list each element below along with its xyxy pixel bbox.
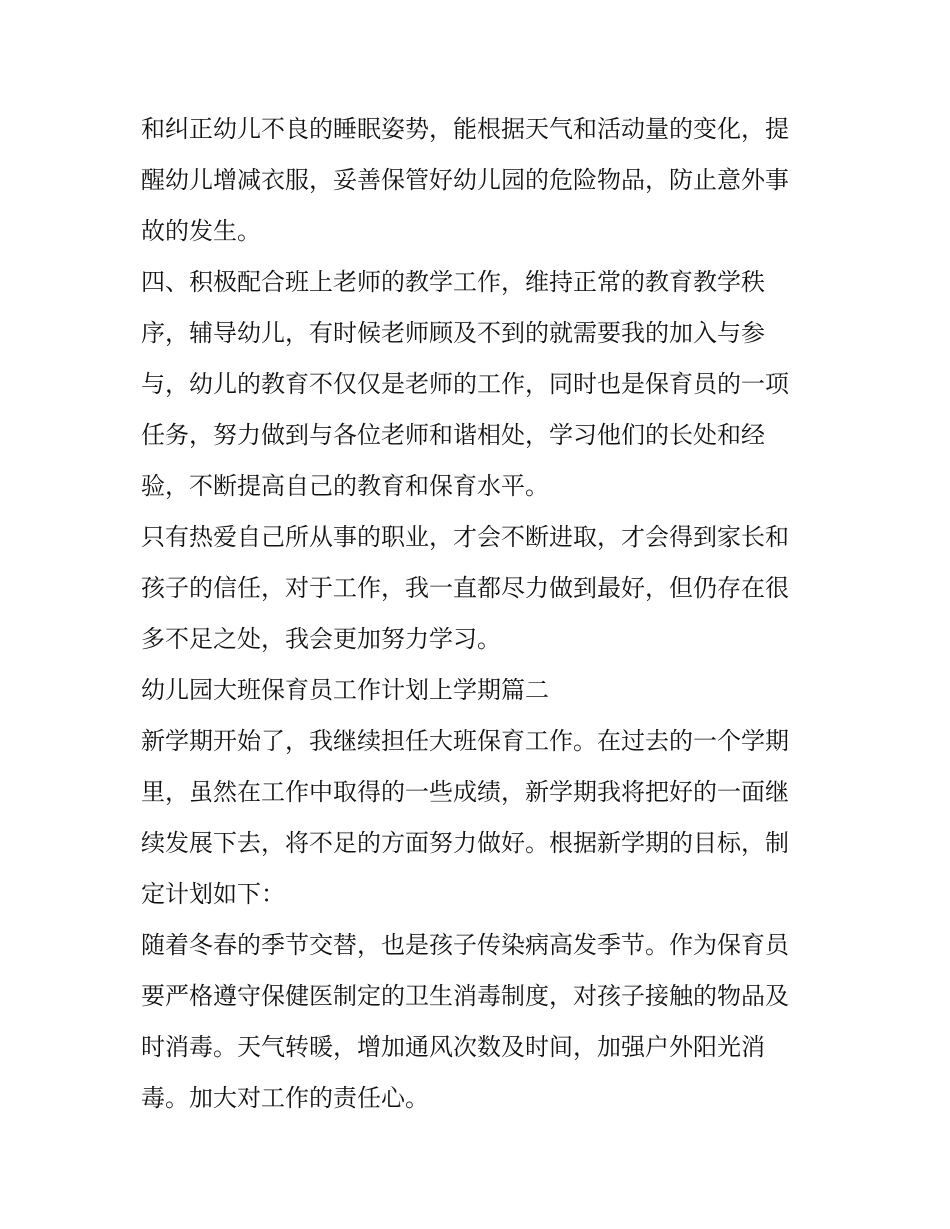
text-line: 和纠正幼儿不良的睡眠姿势，能根据天气和活动量的变化，提 — [141, 115, 789, 143]
text-line: 续发展下去，将不足的方面努力做好。根据新学期的目标，制 — [141, 829, 789, 857]
text-line: 多不足之处，我会更加努力学习。 — [141, 625, 501, 653]
text-line: 时消毒。天气转暖，增加通风次数及时间，加强户外阳光消 — [141, 1033, 765, 1061]
text-line: 新学期开始了，我继续担任大班保育工作。在过去的一个学期 — [141, 727, 789, 755]
document-body — [141, 104, 821, 1124]
text-line: 与，幼儿的教育不仅仅是老师的工作，同时也是保育员的一项 — [141, 370, 789, 398]
text-line: 醒幼儿增减衣服，妥善保管好幼儿园的危险物品，防止意外事 — [141, 166, 789, 194]
text-line: 任务，努力做到与各位老师和谐相处，学习他们的长处和经 — [141, 421, 765, 449]
text-line: 序，辅导幼儿，有时候老师顾及不到的就需要我的加入与参 — [141, 319, 765, 347]
section-heading: 幼儿园大班保育员工作计划上学期篇二 — [141, 676, 549, 704]
text-line: 只有热爱自己所从事的职业，才会不断进取，才会得到家长和 — [141, 523, 789, 551]
text-line: 定计划如下： — [141, 880, 285, 908]
text-line: 毒。加大对工作的责任心。 — [141, 1084, 429, 1112]
text-line: 故的发生。 — [141, 217, 261, 245]
text-line: 要严格遵守保健医制定的卫生消毒制度，对孩子接触的物品及 — [141, 982, 789, 1010]
text-line: 验，不断提高自己的教育和保育水平。 — [141, 472, 549, 500]
text-line: 孩子的信任，对于工作，我一直都尽力做到最好，但仍存在很 — [141, 574, 789, 602]
text-line: 里，虽然在工作中取得的一些成绩，新学期我将把好的一面继 — [141, 778, 789, 806]
text-line: 四、积极配合班上老师的教学工作，维持正常的教育教学秩 — [141, 268, 765, 296]
text-line: 随着冬春的季节交替，也是孩子传染病高发季节。作为保育员 — [141, 931, 789, 959]
